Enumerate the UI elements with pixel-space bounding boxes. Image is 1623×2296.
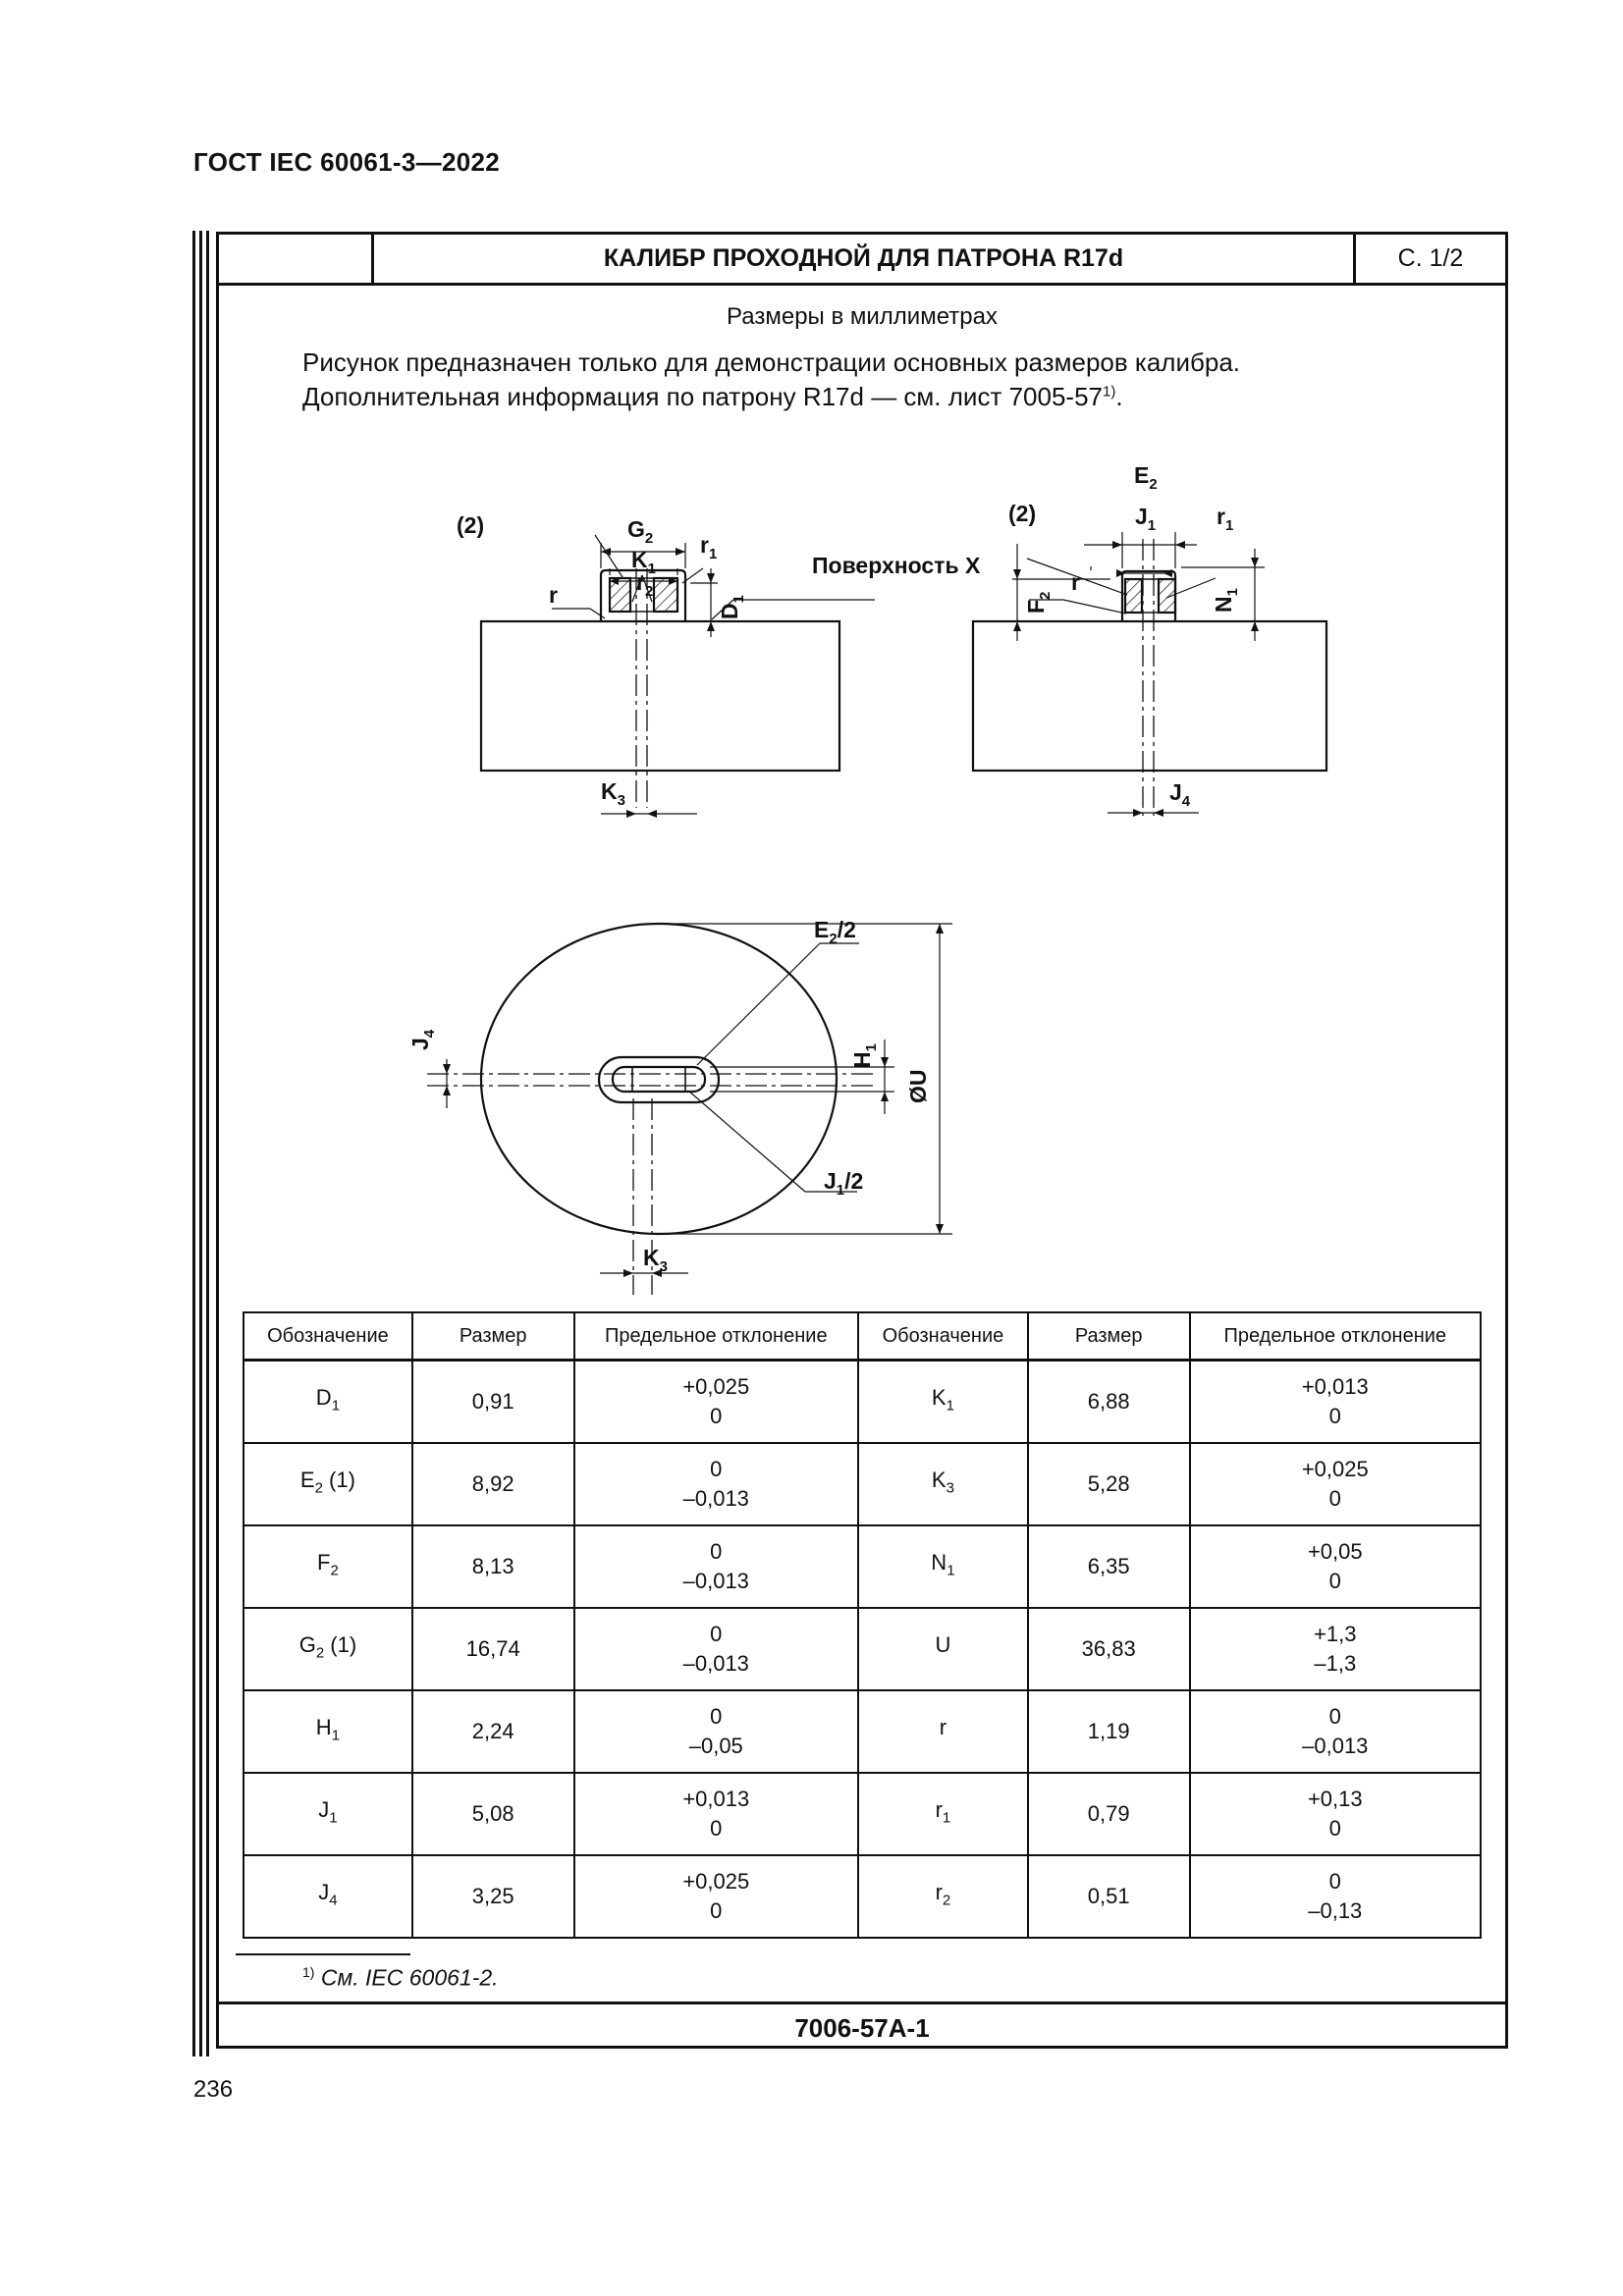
designation-cell: r [858,1690,1028,1773]
designation-cell: $K_1$ [858,1361,1028,1444]
label-r-right: r [1071,569,1080,595]
size-cell: 1,19 [1028,1690,1190,1773]
label-K3: $K_3$ [601,778,625,809]
deviation-cell: 0 –0,013 [574,1608,858,1690]
col-header: Размер [412,1312,574,1361]
figure-note: Рисунок предназначен только для демонстрации основных размеров калибра. [302,347,1241,377]
top-view-disc [427,924,952,1295]
deviation-cell: +0,025 0 [1190,1443,1481,1525]
units-note: Размеры в миллиметрах [727,303,998,330]
size-cell: 6,35 [1028,1525,1190,1608]
size-cell: 0,79 [1028,1773,1190,1855]
col-header: Предельное отклонение [574,1312,858,1361]
label-surface-x: Поверхность X [812,553,981,578]
gauge-base-left [481,621,839,771]
deviation-cell: +0,025 0 [574,1855,858,1938]
deviation-cell: +0,013 0 [1190,1361,1481,1444]
label-E2-half: $E_2/2$ [814,917,856,947]
size-cell: 3,25 [412,1855,574,1938]
side-view-right [973,532,1326,817]
label-N1: $N_1$ [1211,588,1241,613]
designation-cell: $F_2$ [243,1525,412,1608]
size-cell: 16,74 [412,1608,574,1690]
table-row [243,1608,1481,1690]
label-ref2: (2) [457,512,485,538]
label-E2: $E_2$ [1134,462,1158,493]
designation-cell: $N_1$ [858,1525,1028,1608]
label-ref2-right: (2) [1008,501,1037,526]
label-D1: $D_1$ [717,595,747,619]
table-row [243,1443,1481,1525]
label-U: ØU [905,1069,931,1103]
col-header: Обозначение [858,1312,1028,1361]
designation-cell: U [858,1608,1028,1690]
label-F2: $F_2$ [1023,591,1054,614]
size-cell: 5,08 [412,1773,574,1855]
size-cell: 8,13 [412,1525,574,1608]
binding-line [199,231,202,2056]
deviation-cell: 0 –0,013 [574,1443,858,1525]
dimensions-table [243,1311,1482,1939]
label-J4-top: $J_4$ [407,1029,438,1050]
pin-wall-left-right [1125,579,1142,613]
sheet-code-row [219,2002,1505,2052]
designation-cell: $J_4$ [243,1855,412,1938]
designation-cell: $H_1$ [243,1690,412,1773]
table-header-row [243,1312,1481,1361]
label-J1-half: $J_1/2$ [824,1168,864,1199]
size-cell: 6,88 [1028,1361,1190,1444]
pin-inner-outline [613,1067,705,1092]
sheet-title: КАЛИБР ПРОХОДНОЙ ДЛЯ ПАТРОНА R17d [374,235,1356,283]
col-header: Обозначение [243,1312,412,1361]
designation-cell: $r_1$ [858,1773,1028,1855]
deviation-cell: +0,13 0 [1190,1773,1481,1855]
designation-cell: $J_1$ [243,1773,412,1855]
sheet-code: 7006-57A-1 [794,2013,930,2043]
pin-wall-right [654,578,677,612]
designation-cell: $r_2$ [858,1855,1028,1938]
deviation-cell: +1,3 –1,3 [1190,1608,1481,1690]
sheet-number: С. 1/2 [1397,244,1464,272]
label-K1: $K_1$ [631,547,656,577]
deviation-cell: 0 –0,05 [574,1690,858,1773]
label-G2: $G_2$ [627,516,654,547]
label-K3-top: $K_3$ [643,1245,668,1275]
page-number: 236 [193,2076,234,2103]
table-row [243,1525,1481,1608]
label-J4: $J_4$ [1169,779,1191,810]
gauge-drawing [219,235,1505,1305]
label-r2: $r_2$ [636,569,654,600]
pin-outer-outline [599,1057,719,1102]
drawing-sheet-frame [216,232,1508,2049]
size-cell: 0,91 [412,1361,574,1444]
leader-J1-half [688,1091,805,1192]
footnote: $^{1)}$ См. IEC 60061-2. [302,1964,499,1991]
deviation-cell: +0,025 0 [574,1361,858,1444]
table-row [243,1855,1481,1938]
footnote-ref: 1) [1103,383,1116,400]
leader-E2-half [697,943,820,1065]
deviation-cell: +0,05 0 [1190,1525,1481,1608]
disc-outline [481,924,837,1234]
deviation-cell: 0 –0,13 [1190,1855,1481,1938]
label-J1: $J_1$ [1135,504,1157,534]
deviation-cell: 0 –0,013 [1190,1690,1481,1773]
label-H1: $H_1$ [849,1043,880,1068]
size-cell: 36,83 [1028,1608,1190,1690]
col-header: Предельное отклонение [1190,1312,1481,1361]
designation-cell: $D_1$ [243,1361,412,1444]
label-r1: $r_1$ [700,532,718,562]
label-r1-right: $r_1$ [1217,504,1234,534]
deviation-cell: +0,013 0 [574,1773,858,1855]
left-view-labels [457,512,981,809]
designation-cell: $E_2$ (1) [243,1443,412,1525]
size-cell: 8,92 [412,1443,574,1525]
size-cell: 0,51 [1028,1855,1190,1938]
designation-cell: $G_2$ (1) [243,1608,412,1690]
table-row [243,1690,1481,1773]
standard-header: ГОСТ IEC 60061-3—2022 [193,147,500,177]
right-view-labels [1008,462,1241,810]
binding-line [206,231,209,2056]
size-cell: 2,24 [412,1690,574,1773]
footnote-separator [236,1953,410,1955]
footnote-mark: 1) [302,1964,315,1980]
size-cell: 5,28 [1028,1443,1190,1525]
top-view-labels [407,917,931,1275]
label-r: r [549,582,558,608]
reference-note: Дополнительная информация по патрону R17d — см. лист 7005-57$^{1)}$. [302,382,1123,411]
col-header: Размер [1028,1312,1190,1361]
deviation-cell: 0 –0,013 [574,1525,858,1608]
gauge-base-right [973,621,1326,771]
table-row [243,1773,1481,1855]
designation-cell: $K_3$ [858,1443,1028,1525]
table-row [243,1361,1481,1444]
binding-line [192,231,195,2056]
pin-wall-left [610,578,630,612]
